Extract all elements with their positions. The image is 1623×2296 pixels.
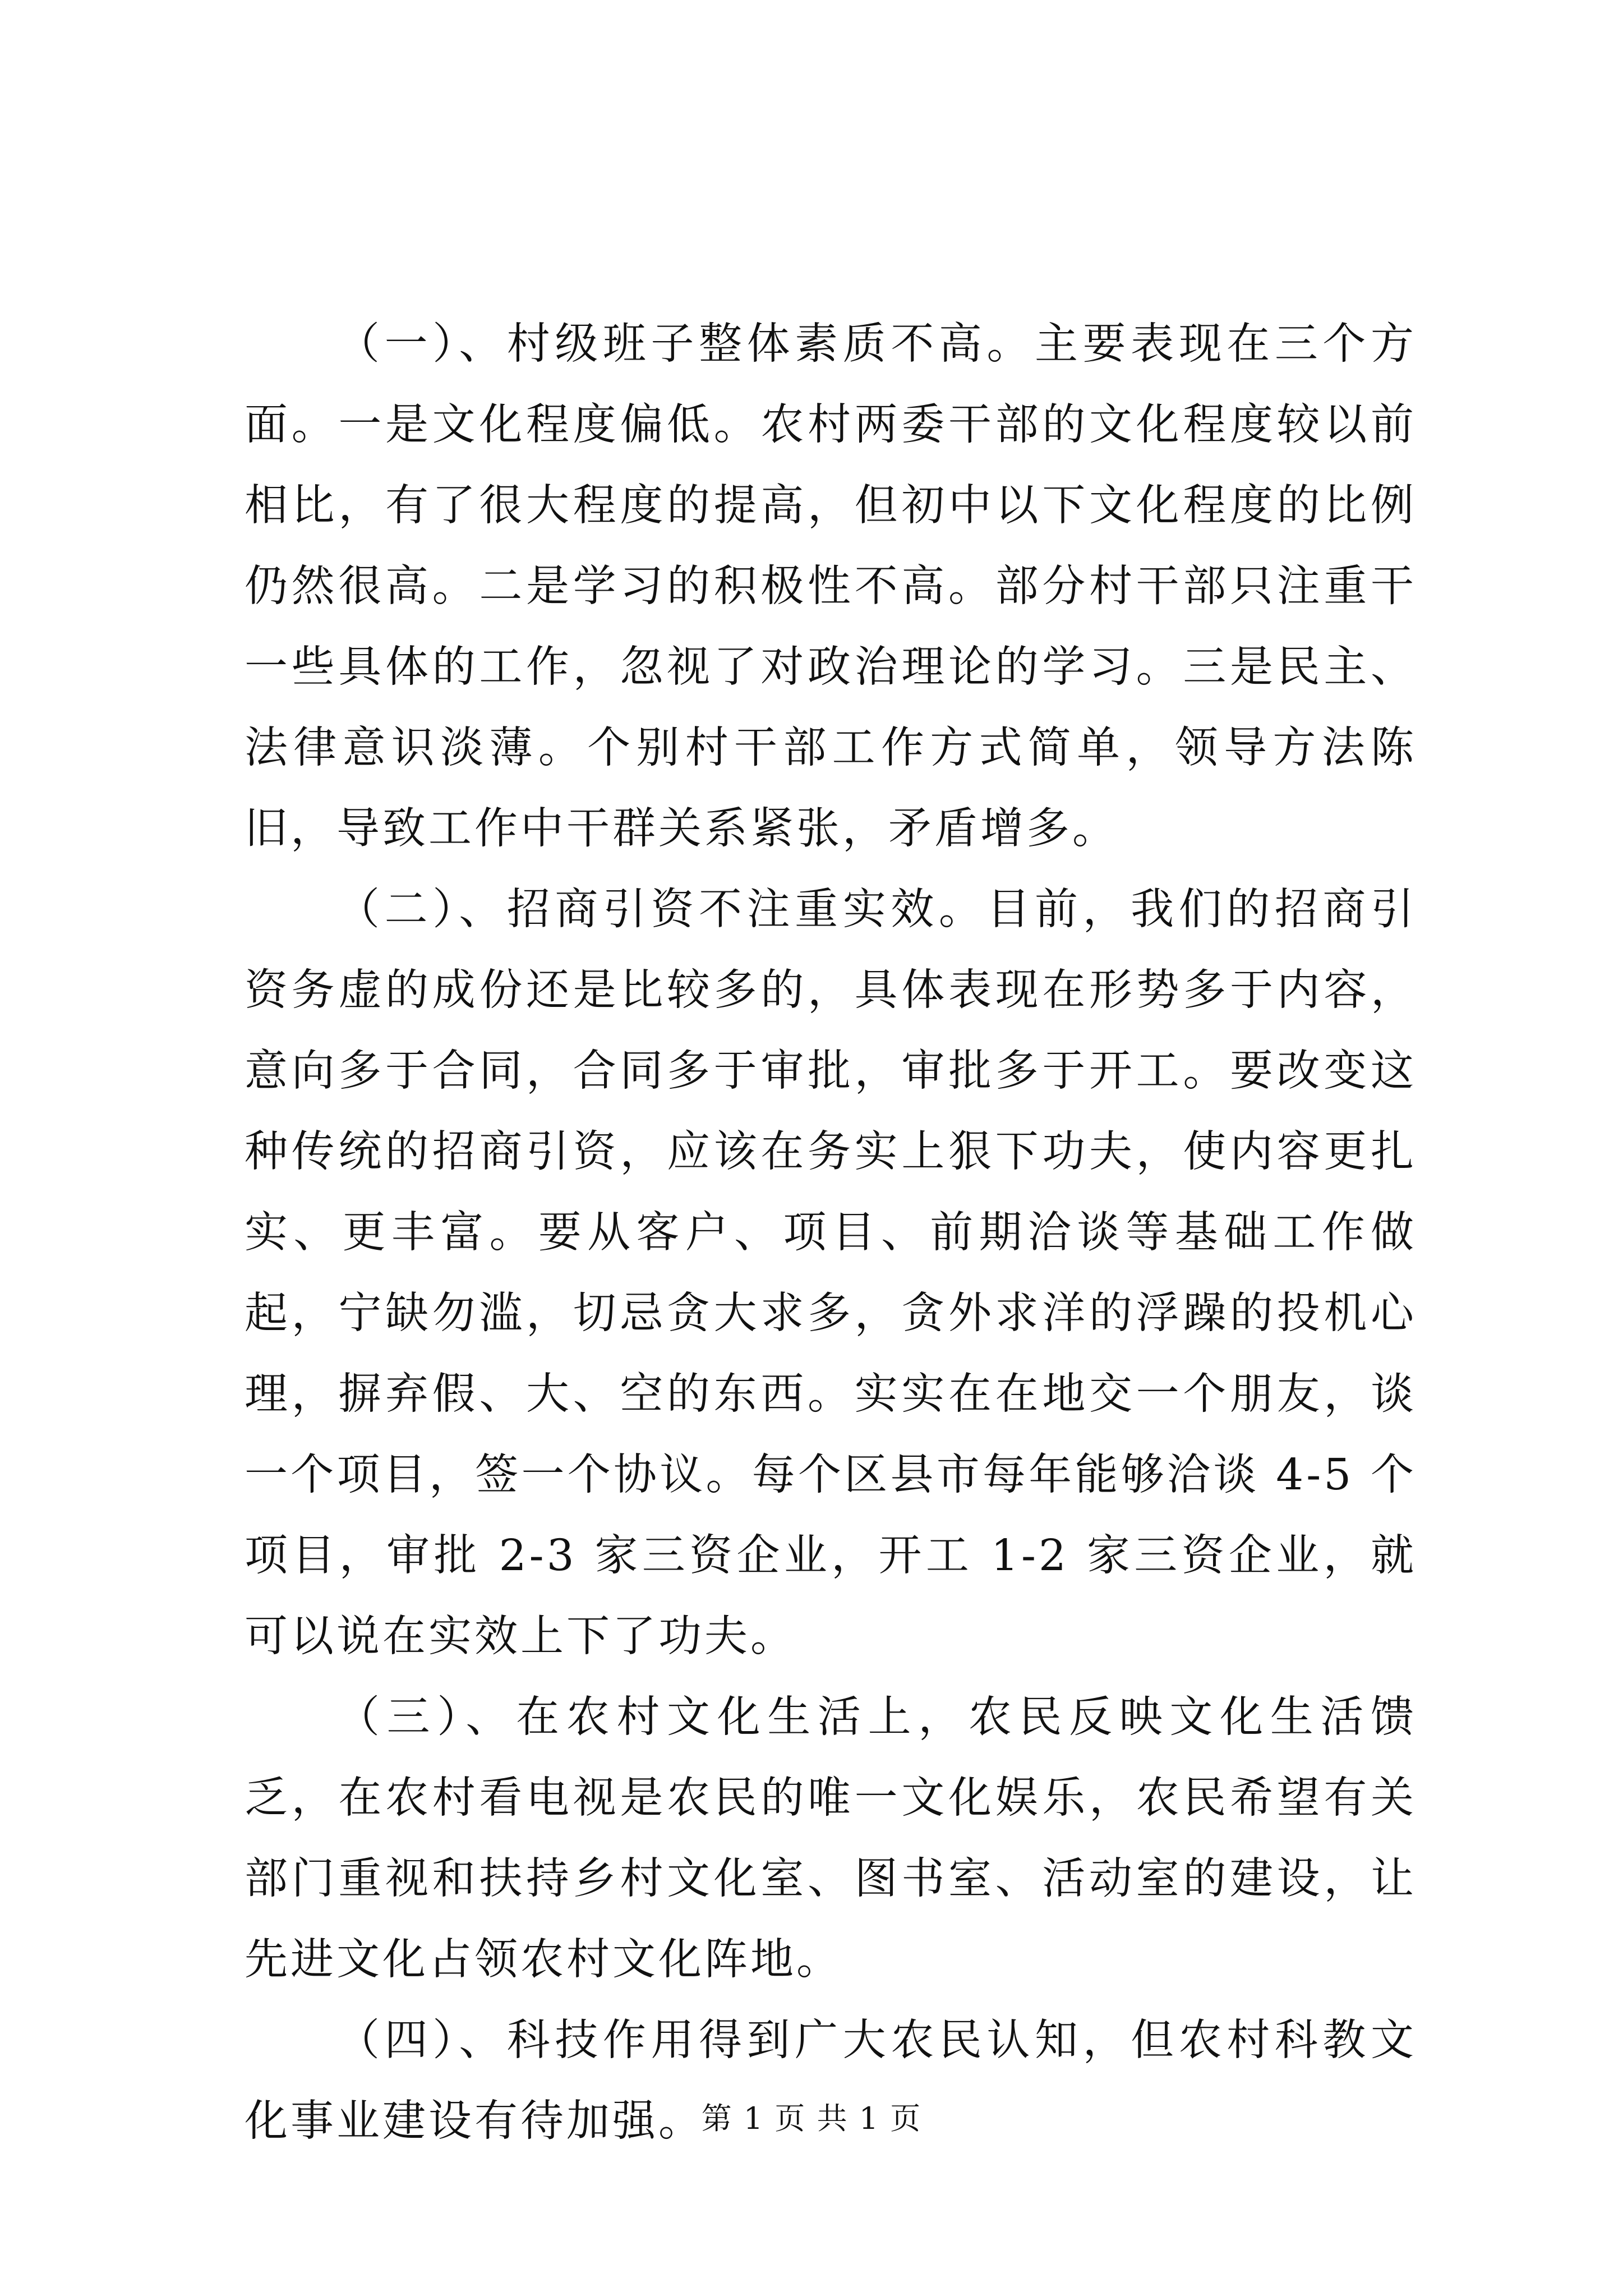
paragraph-2: （二）、招商引资不注重实效。目前，我们的招商引资务虚的成份还是比较多的，具体表现在形势多于内容，意向多于合同，合同多于审批，审批多于开工。要改变这种传统的招商引资，应该在务实上狠下功夫，使内容更扎实、更丰富。要从客户、项目、前期洽谈等基础工作做起，宁缺勿滥，切忌贪大求多，贪外求洋的浮躁的投机心理，摒弃假、大、空的东西。实实在在地交一个朋友，谈一个项目，签一个协议。每个区县市每年能够洽谈 4-5 个项目，审批 2-3 家三资企业，开工 1-2 家三资企业，就可以说在实效上下了功夫。 [245, 885, 1417, 1662]
document-body [245, 304, 1417, 2162]
paragraph-1: （一）、村级班子整体素质不高。主要表现在三个方面。一是文化程度偏低。农村两委干部的文化程度较以前相比，有了很大程度的提高，但初中以下文化程度的比例仍然很高。二是学习的积极性不高。部分村干部只注重干一些具体的工作，忽视了对政治理论的学习。三是民主、法律意识淡薄。个别村干部工作方式简单，领导方法陈旧，导致工作中干群关系紧张，矛盾增多。 [245, 319, 1417, 854]
page-number-label: 第 1 页 共 1 页 [701, 2101, 922, 2136]
page-footer [0, 2099, 1623, 2138]
paragraph-4: （四）、科技作用得到广大农民认知，但农村科教文化事业建设有待加强。 [245, 2016, 1417, 2146]
paragraph-3: （三）、在农村文化生活上，农民反映文化生活馈乏，在农村看电视是农民的唯一文化娱乐，农民希望有关部门重视和扶持乡村文化室、图书室、活动室的建设，让先进文化占领农村文化阵地。 [245, 1692, 1417, 1985]
